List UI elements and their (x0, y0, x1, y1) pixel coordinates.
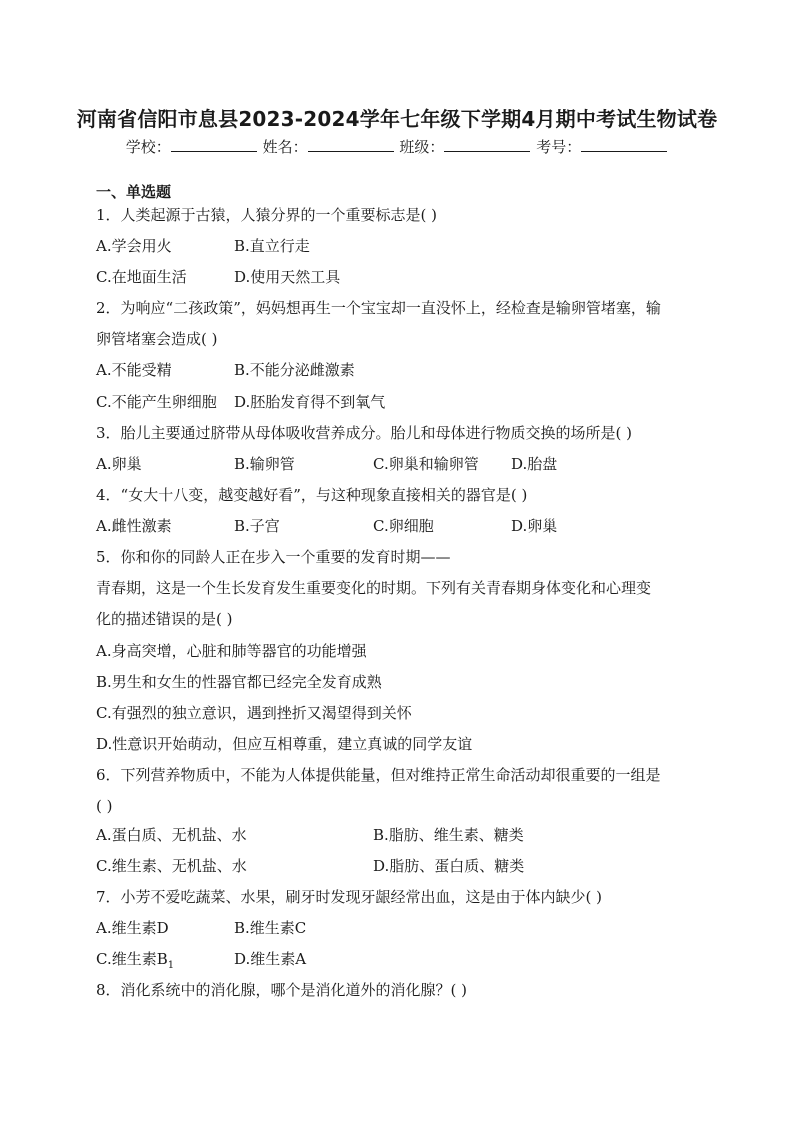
exam-title: 河南省信阳市息县2023-2024学年七年级下学期4月期中考试生物试卷 (76, 107, 718, 131)
q7-option-a[interactable]: A.维生素D (96, 919, 169, 937)
question-5-line-3: 化的描述错误的是( ) (96, 610, 233, 628)
q3-option-a[interactable]: A.卵巢 (96, 455, 142, 473)
name-blank[interactable] (308, 136, 394, 152)
school-label: 学校： (125, 138, 171, 156)
q7-option-c-text: C.维生素B (96, 950, 168, 968)
q3-option-c[interactable]: C.卵巢和输卵管 (373, 455, 479, 473)
q4-option-a[interactable]: A.雌性激素 (96, 517, 172, 535)
q6-option-b[interactable]: B.脂肪、维生素、糖类 (373, 826, 524, 844)
q7-option-b[interactable]: B.维生素C (234, 919, 307, 937)
question-3-line-1: 3．胎儿主要通过脐带从母体吸收营养成分。胎儿和母体进行物质交换的场所是( ) (96, 424, 633, 442)
q1-option-a[interactable]: A.学会用火 (96, 237, 172, 255)
question-2-line-2: 卵管堵塞会造成( ) (96, 330, 218, 348)
q4-option-b[interactable]: B.子宫 (234, 517, 280, 535)
question-1-line-1: 1．人类起源于古猿，人猿分界的一个重要标志是( ) (96, 206, 438, 224)
class-label: 班级： (399, 138, 445, 156)
question-6-line-1: 6．下列营养物质中，不能为人体提供能量，但对维持正常生命活动却很重要的一组是 (96, 766, 661, 784)
q6-option-c[interactable]: C.维生素、无机盐、水 (96, 857, 247, 875)
q5-option-a[interactable]: A.身高突增，心脏和肺等器官的功能增强 (96, 642, 367, 660)
question-6-line-2: ( ) (96, 797, 113, 815)
q6-option-d[interactable]: D.脂肪、蛋白质、糖类 (373, 857, 525, 875)
q2-option-c[interactable]: C.不能产生卵细胞 (96, 393, 217, 411)
question-8-line-1: 8．消化系统中的消化腺，哪个是消化道外的消化腺？( ) (96, 981, 468, 999)
q2-option-b[interactable]: B.不能分泌雌激素 (234, 361, 355, 379)
q3-option-d[interactable]: D.胎盘 (511, 455, 558, 473)
q7-option-c[interactable] (96, 949, 174, 976)
q5-option-c[interactable]: C.有强烈的独立意识，遇到挫折又渴望得到关怀 (96, 704, 412, 722)
q2-option-d[interactable]: D.胚胎发育得不到氧气 (234, 393, 386, 411)
question-2-line-1: 2．为响应“二孩政策”，妈妈想再生一个宝宝却一直没怀上，经检查是输卵管堵塞，输 (96, 299, 661, 317)
school-blank[interactable] (171, 136, 257, 152)
class-blank[interactable] (444, 136, 530, 152)
student-info-row (0, 136, 794, 157)
q5-option-d[interactable]: D.性意识开始萌动，但应互相尊重，建立真诚的同学友谊 (96, 735, 473, 753)
section-heading: 一、单选题 (96, 183, 172, 201)
number-blank[interactable] (581, 136, 667, 152)
q3-option-b[interactable]: B.输卵管 (234, 455, 295, 473)
q7-option-d[interactable]: D.维生素A (234, 950, 307, 968)
q5-option-b[interactable]: B.男生和女生的性器官都已经完全发育成熟 (96, 673, 382, 691)
question-5-line-2: 青春期，这是一个生长发育发生重要变化的时期。下列有关青春期身体变化和心理变 (96, 579, 652, 597)
question-5-line-1: 5．你和你的同龄人正在步入一个重要的发育时期—— (96, 548, 451, 566)
question-4-line-1: 4．“女大十八变，越变越好看”，与这种现象直接相关的器官是( ) (96, 486, 528, 504)
q1-option-c[interactable]: C.在地面生活 (96, 268, 187, 286)
q2-option-a[interactable]: A.不能受精 (96, 361, 172, 379)
q4-option-d[interactable]: D.卵巢 (511, 517, 558, 535)
q6-option-a[interactable]: A.蛋白质、无机盐、水 (96, 826, 247, 844)
q7-option-c-subscript: 1 (167, 960, 175, 971)
q4-option-c[interactable]: C.卵细胞 (373, 517, 434, 535)
name-label: 姓名： (262, 138, 308, 156)
q1-option-d[interactable]: D.使用天然工具 (234, 268, 341, 286)
number-label: 考号： (536, 138, 582, 156)
q1-option-b[interactable]: B.直立行走 (234, 237, 310, 255)
question-7-line-1: 7．小芳不爱吃蔬菜、水果，刷牙时发现牙龈经常出血，这是由于体内缺少( ) (96, 888, 603, 906)
